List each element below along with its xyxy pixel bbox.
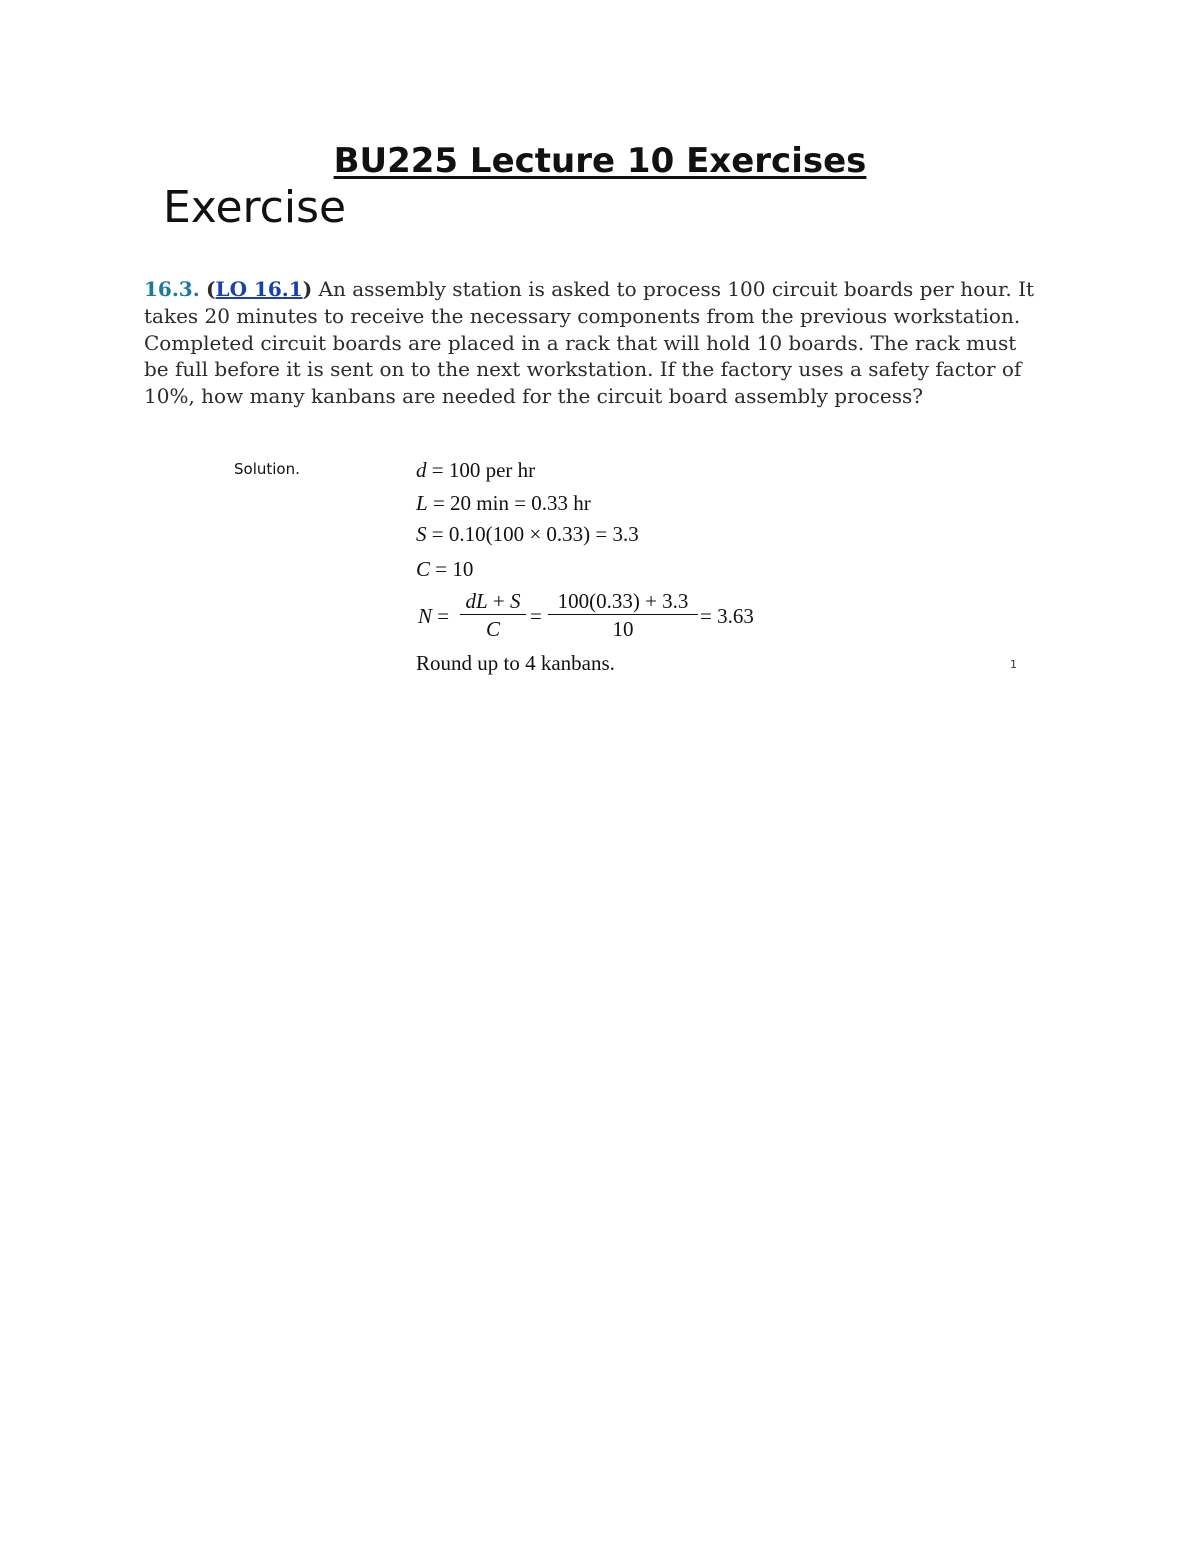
problem-statement xyxy=(144,276,1044,410)
lo-link[interactable]: LO 16.1 xyxy=(215,277,303,301)
var-c-den: C xyxy=(485,617,500,641)
document-title: BU225 Lecture 10 Exercises xyxy=(333,141,867,181)
line-container-size-rest: = 10 xyxy=(430,557,474,581)
line-demand-rest: = 100 per hr xyxy=(426,458,536,482)
problem-text: An assembly station is asked to process 100 circuit boards per hour. It takes 20 minutes to receive the necessary components from the previous workstation. Completed circuit boards are placed in a rack that will hold 10 boards. The rack must be full before it is sent on to the next workstation. If the factory uses a safety factor of 10%, how many kanbans are needed for the circuit board assembly process? xyxy=(144,277,1035,409)
formula-lhs xyxy=(418,604,449,629)
page-number: 1 xyxy=(1010,658,1017,671)
fraction-bar xyxy=(460,614,526,615)
fraction-bar xyxy=(548,614,698,615)
var-d: d xyxy=(416,458,427,482)
fraction-symbolic-numerator xyxy=(460,589,526,613)
solution-line-container-size xyxy=(416,556,473,582)
line-lead-time-rest: = 20 min = 0.33 hr xyxy=(427,491,591,515)
var-s-num: S xyxy=(510,589,521,613)
line-safety-stock-rest: = 0.10(100 × 0.33) = 3.3 xyxy=(426,522,639,546)
fraction-numeric-denominator: 10 xyxy=(612,617,634,641)
lo-open-paren: ( xyxy=(206,277,216,301)
section-heading: Exercise xyxy=(163,182,347,233)
solution-line-demand xyxy=(416,457,535,483)
lo-reference xyxy=(206,277,312,301)
solution-line-lead-time xyxy=(416,490,591,516)
var-l: L xyxy=(416,491,428,515)
formula-equals: = xyxy=(530,604,542,628)
var-dl: dL xyxy=(465,589,488,613)
problem-number: 16.3. xyxy=(144,277,200,301)
lo-close-paren: ) xyxy=(302,277,313,301)
formula-result: = 3.63 xyxy=(700,604,754,628)
fraction-numeric-numerator: 100(0.33) + 3.3 xyxy=(557,589,689,613)
plus-sign: + xyxy=(487,589,511,613)
solution-label: Solution. xyxy=(234,460,300,478)
solution-line-kanban-formula xyxy=(416,588,776,648)
solution-conclusion: Round up to 4 kanbans. xyxy=(416,651,615,675)
formula-lhs-eq: = xyxy=(432,604,450,628)
solution-line-safety-stock xyxy=(416,521,639,547)
formula-fraction-numeric xyxy=(548,589,698,641)
formula-fraction-symbolic xyxy=(460,589,526,641)
fraction-symbolic-denominator xyxy=(460,617,526,641)
var-s: S xyxy=(416,522,427,546)
var-n: N xyxy=(418,604,433,628)
var-c: C xyxy=(416,557,431,581)
